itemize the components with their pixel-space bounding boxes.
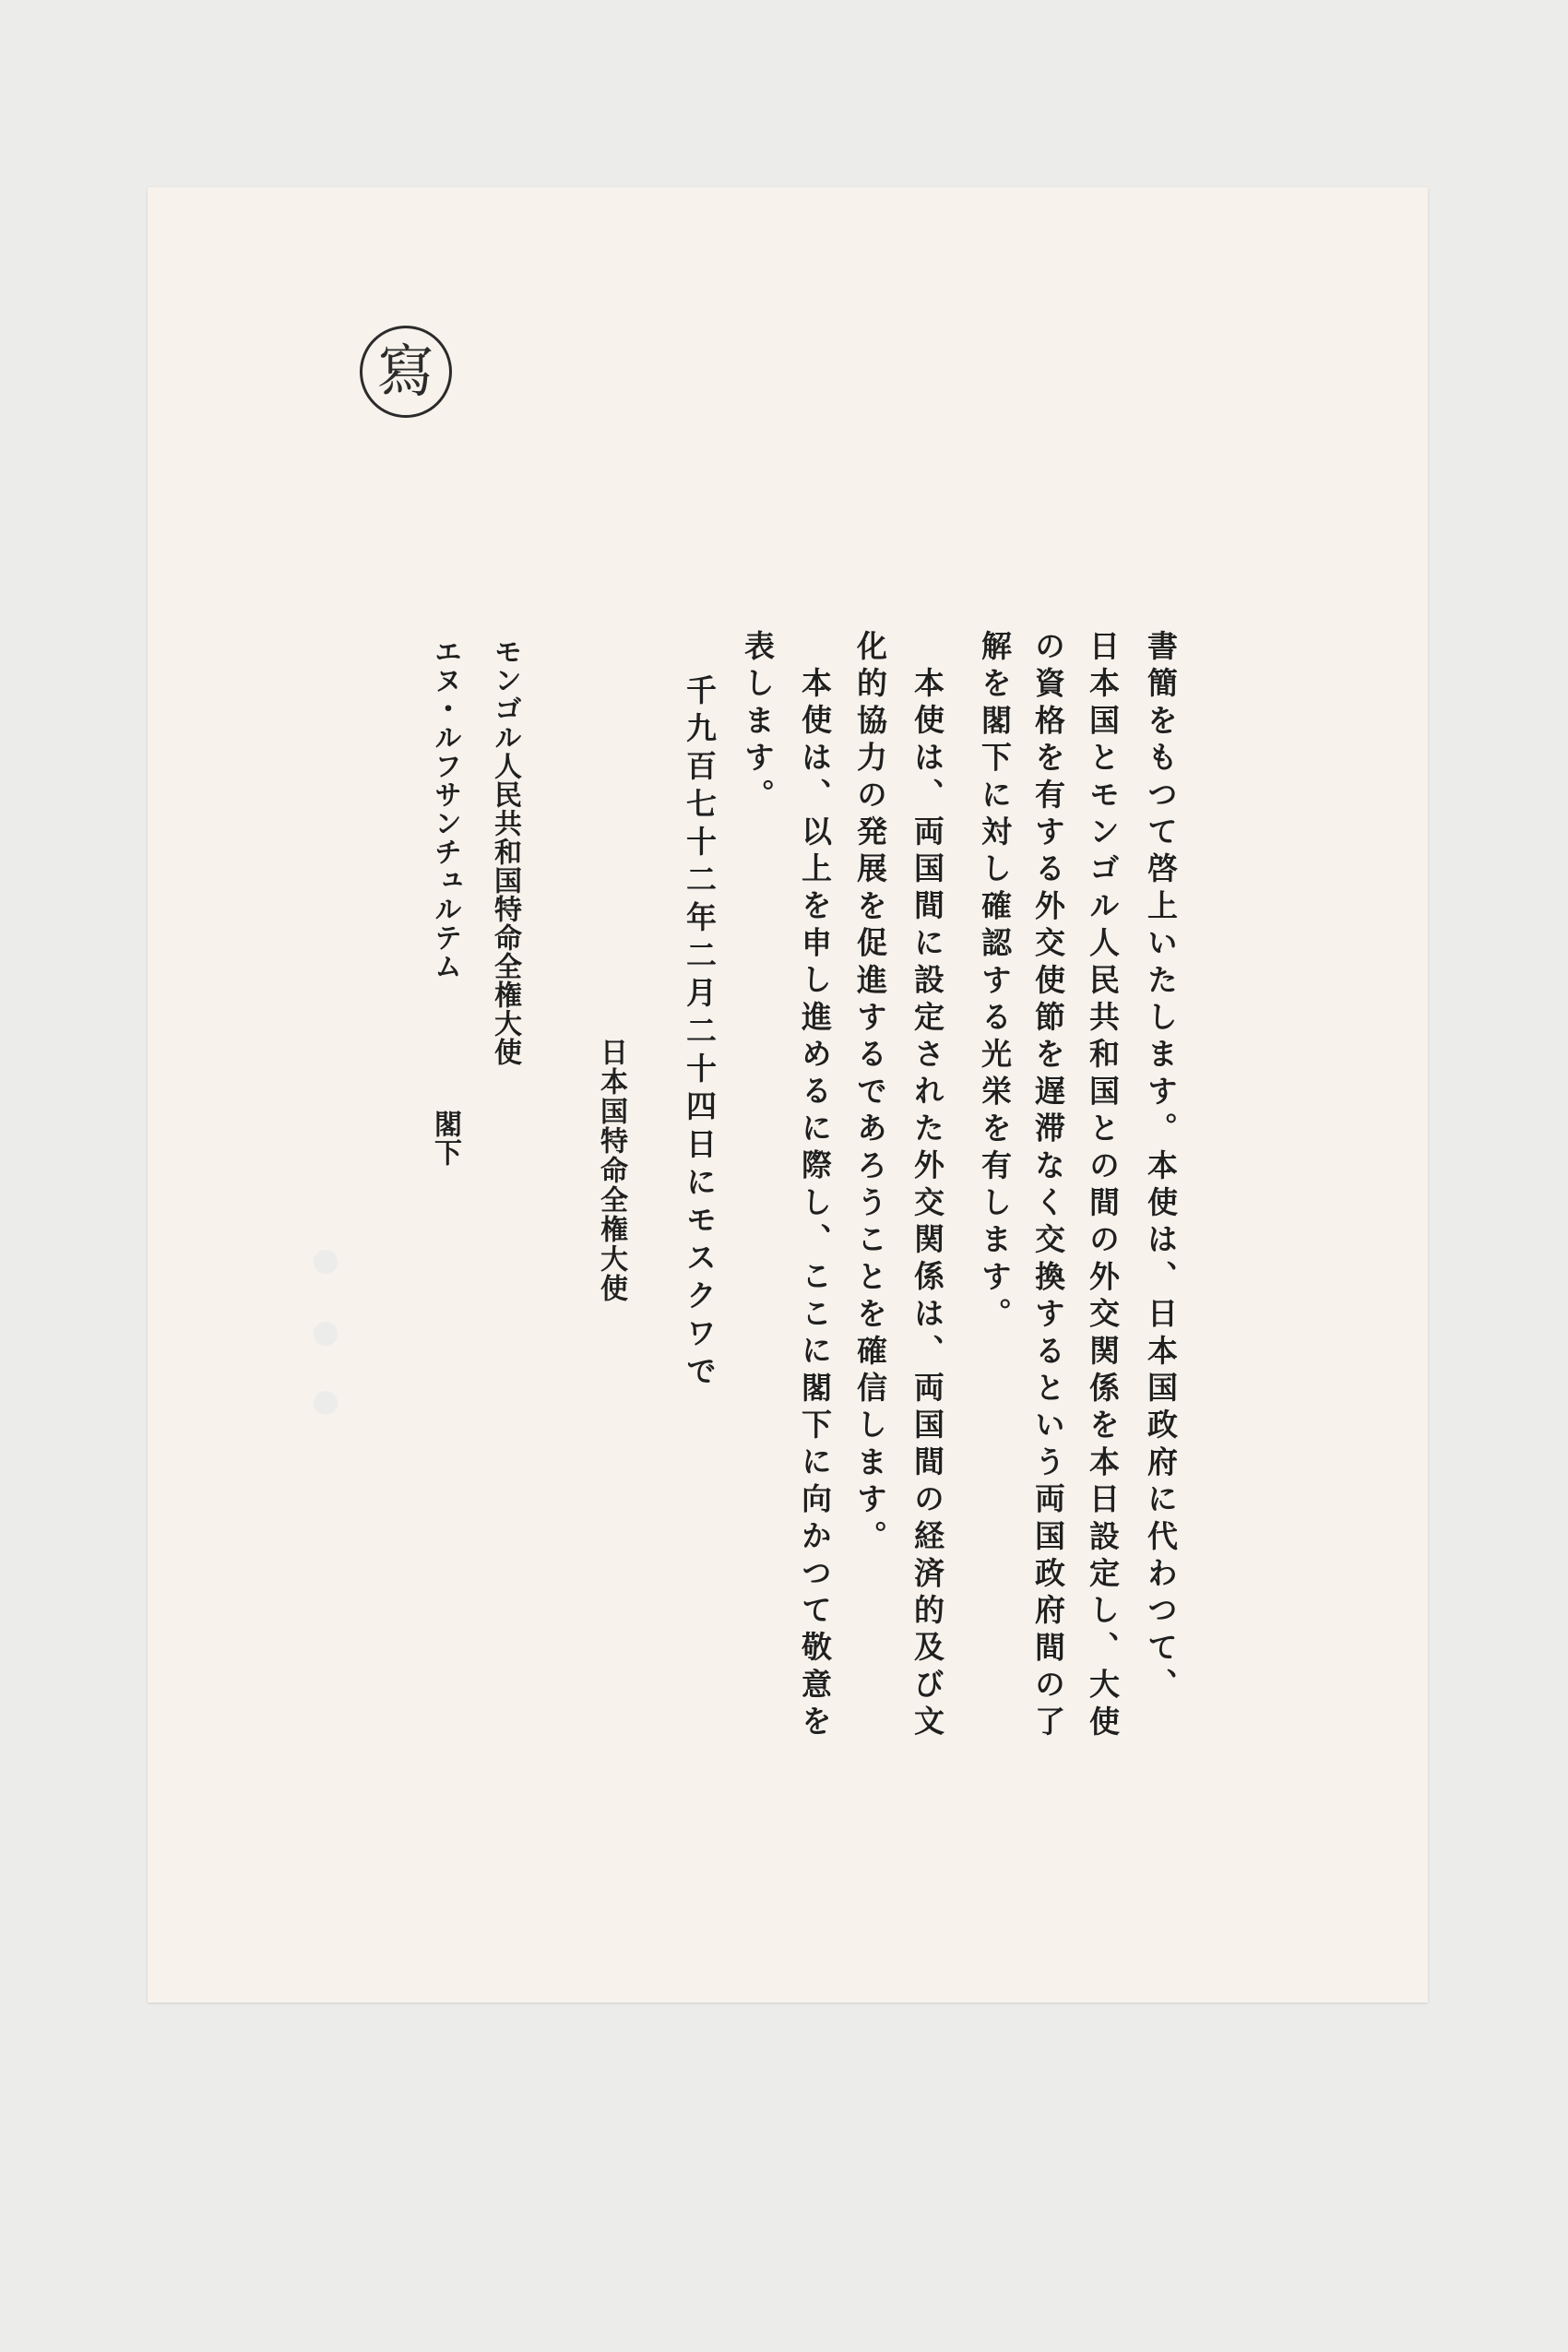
body-line-5: 本使は、両国間に設定された外交関係は、両国間の経済的及び文 xyxy=(909,667,945,1742)
body-line-1: 書簡をもつて啓上いたします。本使は、日本国政府に代わつて、 xyxy=(1143,630,1179,1705)
addressee-title: モンゴル人民共和国特命全権大使 xyxy=(489,637,521,1066)
punch-hole xyxy=(314,1322,338,1346)
signatory-title: 日本国特命全権大使 xyxy=(595,1038,627,1303)
body-line-3: の資格を有する外交使節を遅滞なく交換するという両国政府間の了 xyxy=(1030,630,1066,1742)
seal-glyph: 寫 xyxy=(376,338,434,405)
punch-hole xyxy=(314,1250,338,1274)
date-line: 千九百七十二年二月二十四日にモスクワで xyxy=(682,674,718,1393)
body-line-7: 本使は、以上を申し進めるに際し、ここに閣下に向かつて敬意を xyxy=(797,667,833,1742)
body-line-2: 日本国とモンゴル人民共和国との間の外交関係を本日設定し、大使 xyxy=(1085,630,1121,1742)
document-sheet xyxy=(148,187,1428,2002)
body-line-8: 表します。 xyxy=(740,630,776,815)
addressee-honorific: 閣下 xyxy=(429,1110,461,1167)
addressee-name: エヌ・ルフサンチュルテム xyxy=(429,637,461,980)
copy-seal-stamp xyxy=(360,326,452,418)
body-line-4: 解を閣下に対し確認する光栄を有します。 xyxy=(977,630,1013,1335)
body-line-6: 化的協力の発展を促進するであろうことを確信します。 xyxy=(852,630,888,1557)
punch-hole xyxy=(314,1391,338,1415)
